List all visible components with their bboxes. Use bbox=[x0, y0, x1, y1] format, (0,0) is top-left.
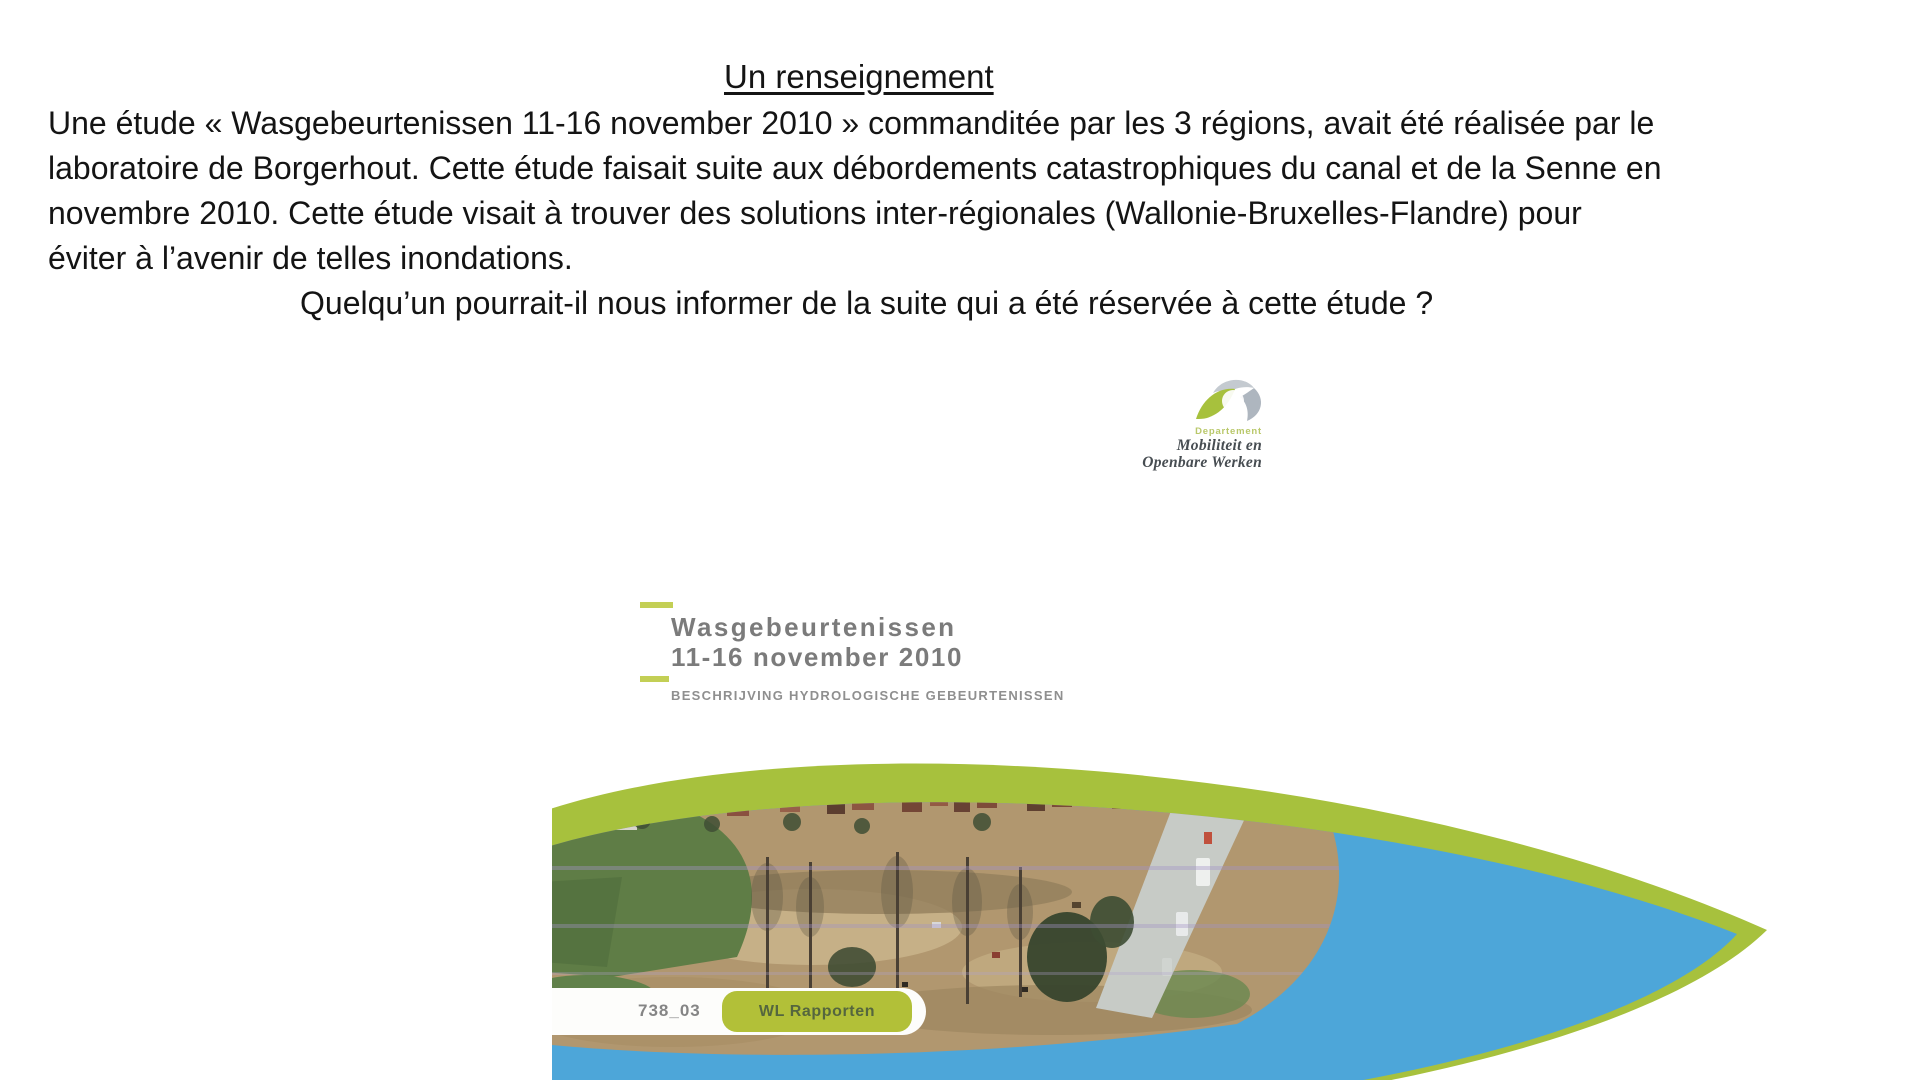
report-id-bar bbox=[552, 988, 926, 1035]
logo-department-label: Departement bbox=[1195, 426, 1262, 437]
body-line: éviter à l’avenir de telles inondations. bbox=[48, 240, 573, 276]
mow-logo-swirl-icon bbox=[1193, 374, 1271, 424]
cover-subtitle-dash bbox=[640, 676, 669, 682]
series-label: WL Rapporten bbox=[758, 1002, 876, 1020]
cover-title-line2: 11-16 november 2010 bbox=[671, 642, 964, 672]
body-line: Une étude « Wasgebeurtenissen 11-16 november 2010 » commanditée par les 3 régions, avait été réalisée par le bbox=[48, 105, 1655, 141]
question-line: Quelqu’un pourrait-il nous informer de la suite qui a été réservée à cette étude ? bbox=[300, 285, 1434, 321]
cover-subtitle: BESCHRIJVING HYDROLOGISCHE GEBEURTENISSEN bbox=[671, 688, 1065, 703]
mow-logo bbox=[1120, 427, 1262, 471]
series-pill bbox=[722, 991, 912, 1032]
body-line: novembre 2010. Cette étude visait à trouver des solutions inter-régionales (Wallonie-Bruxelles-Flandre) pour bbox=[48, 195, 1582, 231]
page-title: Un renseignement bbox=[724, 58, 994, 95]
cover-title-line1: Wasgebeurtenissen bbox=[671, 612, 957, 642]
logo-org-name-line1: Mobiliteit en bbox=[1176, 437, 1262, 454]
cover-title-dash bbox=[640, 602, 673, 608]
body-paragraph bbox=[48, 101, 1662, 326]
report-number: 738_03 bbox=[638, 1001, 701, 1020]
body-line: laboratoire de Borgerhout. Cette étude faisait suite aux débordements catastrophiques du canal et de la Senne en bbox=[48, 150, 1662, 186]
logo-org-name-line2: Openbare Werken bbox=[1142, 454, 1262, 471]
